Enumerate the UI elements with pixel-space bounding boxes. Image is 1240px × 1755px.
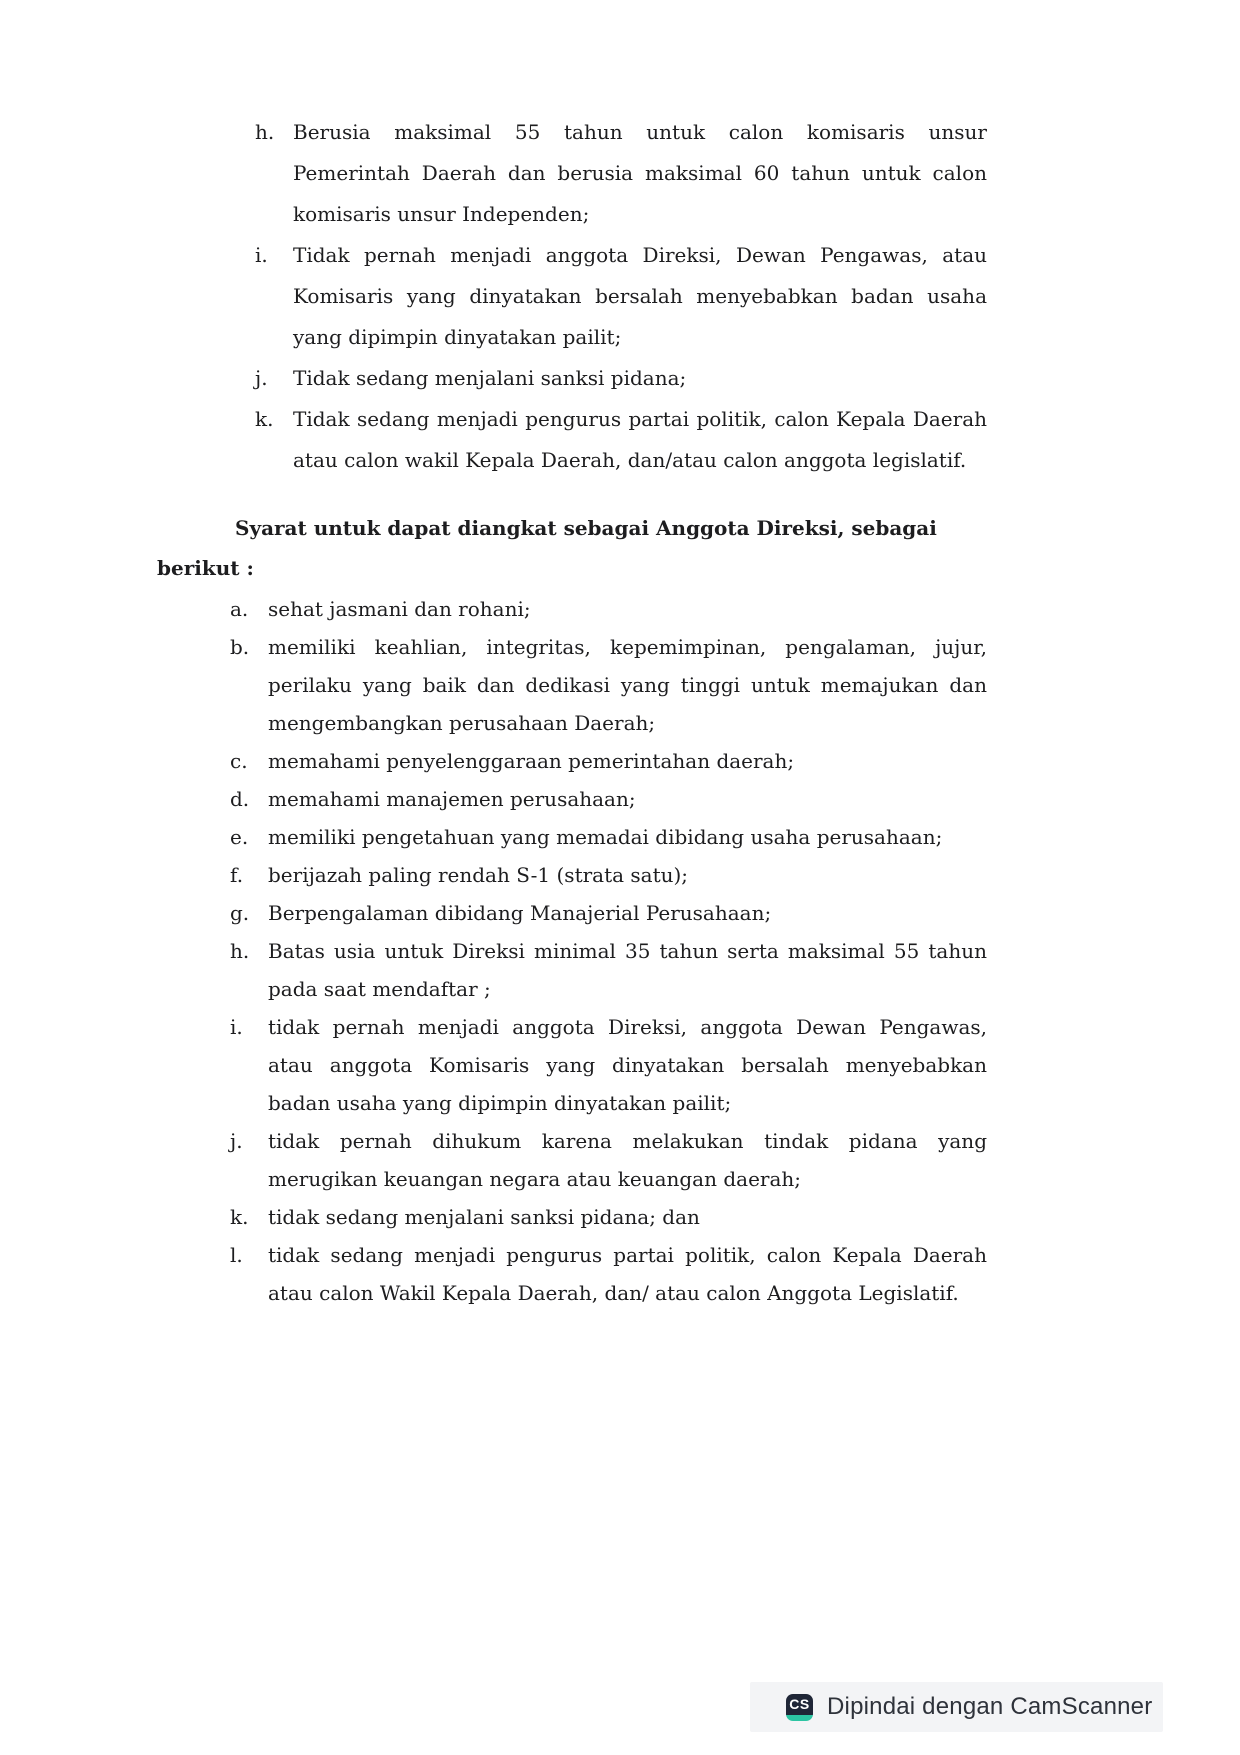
list-item bbox=[230, 818, 987, 856]
item-label: i. bbox=[255, 243, 268, 267]
list-item bbox=[230, 590, 987, 628]
item-text: Batas usia untuk Direksi minimal 35 tahun serta maksimal 55 tahun pada saat mendaftar ; bbox=[268, 939, 987, 1001]
item-text: tidak pernah dihukum karena melakukan tindak pidana yang merugikan keuangan negara atau keuangan daerah; bbox=[268, 1129, 987, 1191]
item-label: k. bbox=[255, 407, 274, 431]
item-text: tidak sedang menjalani sanksi pidana; dan bbox=[268, 1205, 700, 1229]
item-text: memiliki keahlian, integritas, kepemimpinan, pengalaman, jujur, perilaku yang baik dan dedikasi yang tinggi untuk memajukan dan mengembangkan perusahaan Daerah; bbox=[268, 635, 987, 735]
item-label: b. bbox=[230, 635, 250, 659]
list-item bbox=[255, 112, 987, 235]
list-item bbox=[230, 932, 987, 1008]
list-item bbox=[255, 235, 987, 358]
item-label: l. bbox=[230, 1243, 243, 1267]
item-label: c. bbox=[230, 749, 248, 773]
item-text: sehat jasmani dan rohani; bbox=[268, 597, 531, 621]
camscanner-icon-letters: CS bbox=[786, 1694, 813, 1715]
item-text: Berpengalaman dibidang Manajerial Perusahaan; bbox=[268, 901, 772, 925]
section-heading bbox=[157, 508, 987, 588]
item-text: tidak pernah menjadi anggota Direksi, anggota Dewan Pengawas, atau anggota Komisaris yang dinyatakan bersalah menyebabkan badan usaha yang dipimpin dinyatakan pailit; bbox=[268, 1015, 987, 1115]
item-text: memahami manajemen perusahaan; bbox=[268, 787, 636, 811]
list-item bbox=[230, 856, 987, 894]
item-text: Tidak sedang menjalani sanksi pidana; bbox=[293, 366, 687, 390]
item-text: memiliki pengetahuan yang memadai dibidang usaha perusahaan; bbox=[268, 825, 943, 849]
item-label: j. bbox=[255, 366, 268, 390]
camscanner-watermark-text: Dipindai dengan CamScanner bbox=[827, 1693, 1153, 1720]
list-item bbox=[255, 399, 987, 481]
list-item bbox=[255, 358, 987, 399]
item-label: d. bbox=[230, 787, 250, 811]
list-item bbox=[230, 780, 987, 818]
item-label: e. bbox=[230, 825, 249, 849]
item-text: berijazah paling rendah S-1 (strata satu); bbox=[268, 863, 689, 887]
item-label: f. bbox=[230, 863, 244, 887]
item-label: h. bbox=[230, 939, 250, 963]
camscanner-badge bbox=[750, 1682, 1163, 1732]
item-label: g. bbox=[230, 901, 250, 925]
document-body bbox=[0, 112, 1240, 1312]
section-heading-line2: berikut : bbox=[157, 556, 254, 580]
list-item bbox=[230, 1198, 987, 1236]
item-text: tidak sedang menjadi pengurus partai politik, calon Kepala Daerah atau calon Wakil Kepala Daerah, dan/ atau calon Anggota Legislatif. bbox=[268, 1243, 987, 1305]
item-text: Tidak sedang menjadi pengurus partai politik, calon Kepala Daerah atau calon wakil Kepala Daerah, dan/atau calon anggota legislatif. bbox=[293, 407, 987, 472]
camscanner-icon-accent-bar bbox=[786, 1715, 813, 1721]
section-heading-line1: Syarat untuk dapat diangkat sebagai Anggota Direksi, sebagai bbox=[235, 516, 937, 540]
list-item bbox=[230, 1008, 987, 1122]
list-direksi-requirements bbox=[230, 590, 987, 1312]
list-item bbox=[230, 628, 987, 742]
item-label: h. bbox=[255, 120, 275, 144]
list-item bbox=[230, 894, 987, 932]
list-item bbox=[230, 1122, 987, 1198]
list-item bbox=[230, 1236, 987, 1312]
item-text: Tidak pernah menjadi anggota Direksi, Dewan Pengawas, atau Komisaris yang dinyatakan bersalah menyebabkan badan usaha yang dipimpin dinyatakan pailit; bbox=[293, 243, 987, 349]
item-label: k. bbox=[230, 1205, 249, 1229]
item-label: a. bbox=[230, 597, 249, 621]
list-komisaris-requirements bbox=[255, 112, 987, 481]
item-label: j. bbox=[230, 1129, 243, 1153]
item-text: Berusia maksimal 55 tahun untuk calon komisaris unsur Pemerintah Daerah dan berusia maksimal 60 tahun untuk calon komisaris unsur Independen; bbox=[293, 120, 987, 226]
camscanner-icon bbox=[786, 1694, 813, 1721]
list-item bbox=[230, 742, 987, 780]
item-text: memahami penyelenggaraan pemerintahan daerah; bbox=[268, 749, 795, 773]
item-label: i. bbox=[230, 1015, 243, 1039]
